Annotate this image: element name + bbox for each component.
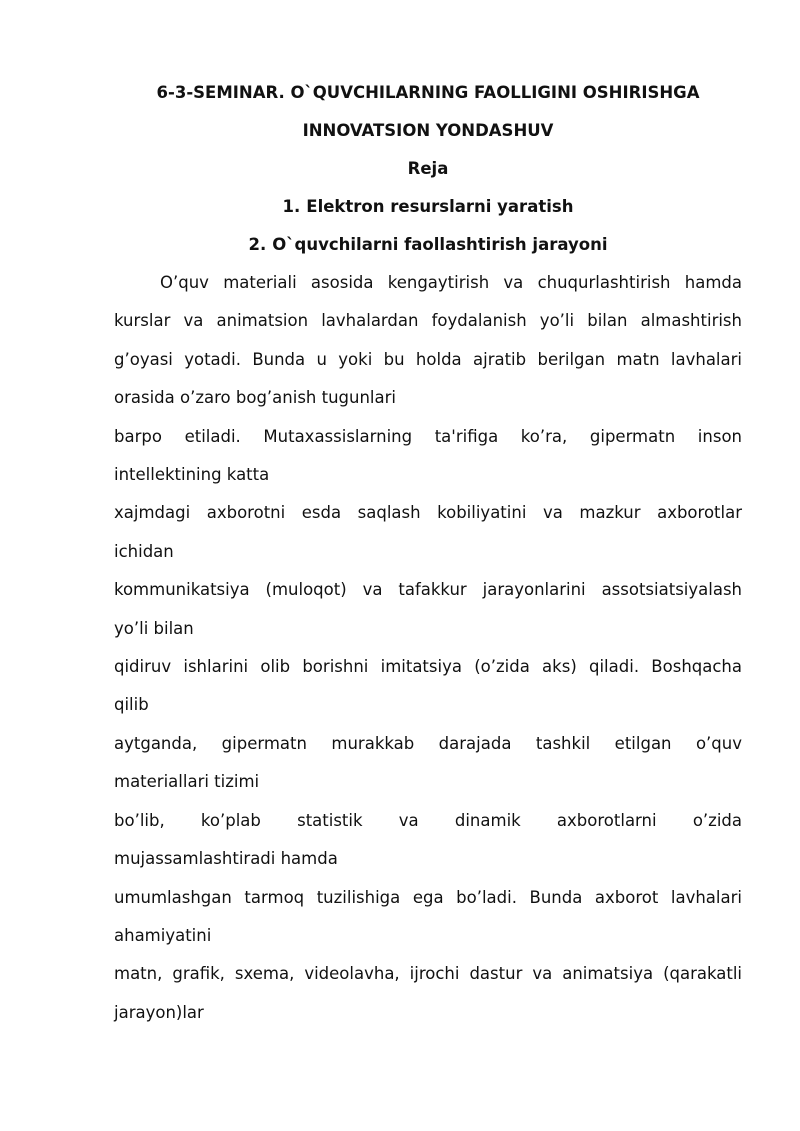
body-line: xajmdagi axborotni esda saqlash kobiliyatini va mazkur axborotlar [114, 503, 742, 523]
body-line: orasida o’zaro bog’anish tugunlari [114, 388, 396, 408]
body-line: g’oyasi yotadi. Bunda u yoki bu holda ajratib berilgan matn lavhalari [114, 349, 742, 369]
body-line: qidiruv ishlarini olib borishni imitatsiya (o’zida aks) qiladi. Boshqacha [114, 657, 742, 677]
plan-heading: Reja [407, 159, 449, 178]
plan-item [114, 188, 742, 226]
plan-item-text: Elektron resurslarni yaratish [306, 197, 574, 216]
body-line: bo’lib, ko’plab statistik va dinamik axborotlarni o’zida [114, 810, 742, 830]
body-paragraph [114, 264, 742, 1032]
plan-item [114, 226, 742, 264]
body-line: materiallari tizimi [114, 772, 260, 792]
body-line: intellektining katta [114, 465, 270, 485]
body-line: aytganda, gipermatn murakkab darajada tashkil etilgan o’quv [114, 733, 742, 753]
body-line: mujassamlashtiradi hamda [114, 849, 338, 869]
document-title-line-1: 6-3-SEMINAR. O`QUVCHILARNING FAOLLIGINI OSHIRISHGA [156, 83, 700, 102]
body-line: qilib [114, 695, 149, 715]
body-line: jarayon)lar [114, 1002, 204, 1022]
document-page [114, 74, 742, 1032]
document-title-line-2: INNOVATSION YONDASHUV [302, 121, 554, 140]
body-line: ichidan [114, 541, 174, 561]
body-line: kurslar va animatsion lavhalardan foydalanish yo’li bilan almashtirish [114, 311, 742, 331]
plan-item-number: 1. [282, 197, 301, 216]
body-line: ahamiyatini [114, 925, 212, 945]
body-line: yo’li bilan [114, 618, 194, 638]
body-line: umumlashgan tarmoq tuzilishiga ega bo’ladi. Bunda axborot lavhalari [114, 887, 742, 907]
body-line: matn, grafik, sxema, videolavha, ijrochi dastur va animatsiya (qarakatli [114, 964, 742, 984]
body-line: barpo etiladi. Mutaxassislarning ta'rifiga ko’ra, gipermatn inson [114, 426, 742, 446]
plan-list [114, 188, 742, 264]
body-line: O’quv materiali asosida kengaytirish va chuqurlashtirish hamda [160, 273, 742, 292]
plan-item-number: 2. [248, 235, 267, 254]
plan-item-text: O`quvchilarni faollashtirish jarayoni [272, 235, 608, 254]
body-line: kommunikatsiya (muloqot) va tafakkur jarayonlarini assotsiatsiyalash [114, 580, 742, 600]
